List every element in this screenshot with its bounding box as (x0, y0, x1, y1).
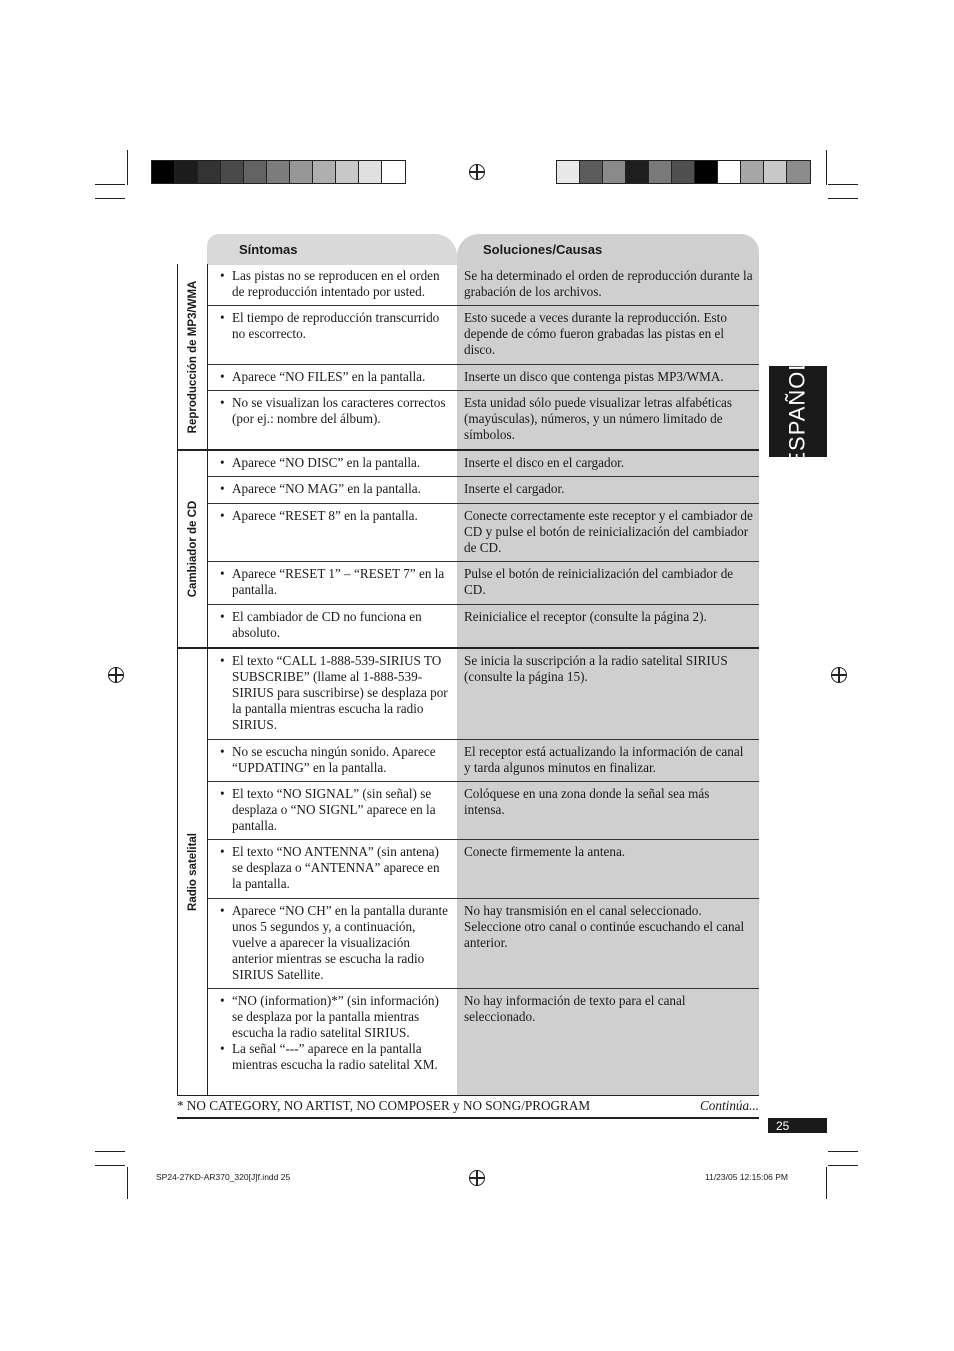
symptom-item (220, 786, 451, 834)
table-row (208, 365, 759, 391)
table-row (208, 451, 759, 477)
color-swatch (557, 161, 580, 183)
table-row (208, 605, 759, 647)
bullet-icon: • (220, 395, 225, 410)
color-swatch (221, 161, 244, 183)
symptom-item (220, 566, 451, 598)
color-swatch (603, 161, 626, 183)
symptom-item (220, 744, 451, 776)
symptom-item (220, 653, 451, 733)
bullet-icon: • (220, 609, 225, 624)
category-label: Radio satelital (186, 833, 199, 911)
crop-mark (127, 1167, 128, 1199)
solution-cell: Reinicialice el receptor (consulte la página 2). (457, 605, 759, 647)
bullet-icon: • (220, 903, 225, 918)
table-row (208, 989, 759, 1095)
symptom-cell (208, 899, 457, 988)
color-swatch (175, 161, 198, 183)
table-row (208, 306, 759, 365)
category-group (178, 264, 759, 451)
registration-mark-icon (108, 667, 124, 683)
solution-cell: Colóquese en una zona donde la señal sea más intensa. (457, 782, 759, 839)
symptom-item (220, 1041, 451, 1073)
page-number: 25 (768, 1118, 827, 1133)
symptom-cell (208, 504, 457, 561)
symptom-cell (208, 989, 457, 1095)
bullet-icon: • (220, 455, 225, 470)
symptom-item (220, 369, 451, 385)
crop-mark (828, 184, 858, 185)
color-bar-left (151, 160, 406, 184)
symptom-cell (208, 477, 457, 503)
footnote (177, 1098, 759, 1119)
color-swatch (336, 161, 359, 183)
color-swatch (695, 161, 718, 183)
symptom-text: Aparece “NO DISC” en la pantalla. (232, 455, 421, 470)
symptom-text: “NO (information)*” (sin información) se desplaza por la pantalla mientras escucha la radio satelital SIRIUS. (232, 993, 439, 1040)
symptom-item (220, 268, 451, 300)
symptom-text: Aparece “NO MAG” en la pantalla. (232, 481, 421, 496)
registration-mark-icon (469, 1170, 485, 1186)
solution-cell: No hay transmisión en el canal seleccionado. Seleccione otro canal o continúe escuchando el canal anterior. (457, 899, 759, 988)
bullet-icon: • (220, 508, 225, 523)
solution-cell: Inserte el disco en el cargador. (457, 451, 759, 476)
symptom-text: El cambiador de CD no funciona en absoluto. (232, 609, 422, 640)
crop-mark (127, 150, 128, 185)
crop-mark (828, 198, 858, 199)
bullet-icon: • (220, 844, 225, 859)
symptom-cell (208, 740, 457, 781)
table-row (208, 840, 759, 899)
bullet-icon: • (220, 369, 225, 384)
solution-cell: Inserte el cargador. (457, 477, 759, 503)
slug-filename: SP24-27KD-AR370_320[J]f.indd 25 (156, 1172, 291, 1182)
crop-mark (95, 198, 125, 199)
language-tab-label: ESPAÑOL (785, 356, 810, 467)
crop-mark (826, 150, 827, 185)
table-row (208, 477, 759, 504)
color-swatch (741, 161, 764, 183)
solution-cell: Conecte firmemente la antena. (457, 840, 759, 898)
symptom-text: No se escucha ningún sonido. Aparece “UPDATING” en la pantalla. (232, 744, 436, 775)
color-swatch (198, 161, 221, 183)
solution-cell: Pulse el botón de reinicialización del cambiador de CD. (457, 562, 759, 604)
color-bar-right (556, 160, 811, 184)
symptom-item (220, 609, 451, 641)
registration-mark-icon (469, 164, 485, 180)
symptom-item (220, 508, 451, 524)
color-swatch (244, 161, 267, 183)
symptom-text: Aparece “RESET 1” – “RESET 7” en la pantalla. (232, 566, 445, 597)
symptom-cell (208, 649, 457, 739)
crop-mark (828, 1151, 858, 1152)
bullet-icon: • (220, 653, 225, 668)
symptom-text: El texto “CALL 1-888-539-SIRIUS TO SUBSCRIBE” (llame al 1-888-539-SIRIUS para suscribirse) se desplaza por la pantalla mientras escucha la radio SIRIUS. (232, 653, 448, 732)
symptom-text: El texto “NO SIGNAL” (sin señal) se desplaza o “NO SIGNL” aparece en la pantalla. (232, 786, 436, 833)
table-row (208, 899, 759, 989)
color-swatch (580, 161, 603, 183)
category-label-cell (178, 649, 208, 1095)
bullet-icon: • (220, 268, 225, 283)
solutions-header: Soluciones/Causas (457, 234, 759, 265)
bullet-icon: • (220, 786, 225, 801)
color-swatch (313, 161, 336, 183)
symptom-cell (208, 365, 457, 390)
color-swatch (649, 161, 672, 183)
crop-mark (95, 1151, 125, 1152)
crop-mark (95, 1165, 125, 1166)
solution-cell: Inserte un disco que contenga pistas MP3/WMA. (457, 365, 759, 390)
color-swatch (152, 161, 175, 183)
solution-cell: Se ha determinado el orden de reproducción durante la grabación de los archivos. (457, 264, 759, 305)
symptom-cell (208, 264, 457, 305)
table-row (208, 782, 759, 840)
footnote-text: * NO CATEGORY, NO ARTIST, NO COMPOSER y NO SONG/PROGRAM (177, 1098, 591, 1113)
bullet-icon: • (220, 310, 225, 325)
registration-mark-icon (831, 667, 847, 683)
symptom-item (220, 395, 451, 427)
category-label-cell (178, 451, 208, 647)
symptom-text: Aparece “NO FILES” en la pantalla. (232, 369, 426, 384)
symptom-text: Aparece “RESET 8” en la pantalla. (232, 508, 418, 523)
symptom-item (220, 844, 451, 892)
symptom-item (220, 310, 451, 342)
solution-cell: Conecte correctamente este receptor y el cambiador de CD y pulse el botón de reinicialización del cambiador de CD. (457, 504, 759, 561)
bullet-icon: • (220, 744, 225, 759)
symptom-item (220, 481, 451, 497)
table-row (208, 391, 759, 449)
table-row (208, 504, 759, 562)
color-swatch (626, 161, 649, 183)
symptom-cell (208, 840, 457, 898)
crop-mark (95, 184, 125, 185)
category-label: Cambiador de CD (186, 500, 199, 598)
symptom-cell (208, 451, 457, 476)
color-swatch (764, 161, 787, 183)
symptom-text: Aparece “NO CH” en la pantalla durante unos 5 segundos y, a continuación, vuelve a aparecer la visualización anterior mientras se escucha la radio SIRIUS Satellite. (232, 903, 449, 982)
solution-cell: Esta unidad sólo puede visualizar letras alfabéticas (mayúsculas), números, y un número limitado de símbolos. (457, 391, 759, 449)
table-row (208, 264, 759, 306)
bullet-icon: • (220, 481, 225, 496)
symptom-item (220, 455, 451, 471)
category-label-cell (178, 264, 208, 449)
crop-mark (828, 1165, 858, 1166)
color-swatch (359, 161, 382, 183)
language-tab (769, 356, 827, 467)
symptom-cell (208, 306, 457, 364)
category-label: Reproducción de MP3/WMA (186, 280, 199, 433)
table-row (208, 740, 759, 782)
symptom-cell (208, 391, 457, 449)
solution-cell: El receptor está actualizando la información de canal y tarda algunos minutos en finalizar. (457, 740, 759, 781)
symptom-text: El texto “NO ANTENNA” (sin antena) se desplaza o “ANTENNA” aparece en la pantalla. (232, 844, 440, 891)
color-swatch (718, 161, 741, 183)
bullet-icon: • (220, 566, 225, 581)
symptom-item (220, 993, 451, 1041)
crop-mark (826, 1167, 827, 1199)
troubleshooting-table (177, 264, 759, 1096)
symptom-cell (208, 782, 457, 839)
bullet-icon: • (220, 1041, 225, 1056)
continues-label: Continúa... (700, 1098, 759, 1113)
symptom-item (220, 903, 451, 983)
symptom-cell (208, 562, 457, 604)
solution-cell: No hay información de texto para el canal seleccionado. (457, 989, 759, 1095)
symptom-cell (208, 605, 457, 647)
symptoms-header: Síntomas (207, 234, 457, 265)
solution-cell: Esto sucede a veces durante la reproducción. Esto depende de cómo fueron grabadas las pistas en el disco. (457, 306, 759, 364)
color-swatch (290, 161, 313, 183)
color-swatch (382, 161, 405, 183)
symptom-text: Las pistas no se reproducen en el orden de reproducción intentado por usted. (232, 268, 440, 299)
solution-cell: Se inicia la suscripción a la radio satelital SIRIUS (consulte la página 15). (457, 649, 759, 739)
color-swatch (672, 161, 695, 183)
table-row (208, 649, 759, 740)
table-row (208, 562, 759, 605)
category-group (178, 649, 759, 1095)
category-group (178, 451, 759, 649)
symptom-text: El tiempo de reproducción transcurrido no escorrecto. (232, 310, 440, 341)
slug-timestamp: 11/23/05 12:15:06 PM (705, 1172, 789, 1182)
symptom-text: La señal “---” aparece en la pantalla mientras escucha la radio satelital XM. (232, 1041, 438, 1072)
color-swatch (267, 161, 290, 183)
color-swatch (787, 161, 810, 183)
bullet-icon: • (220, 993, 225, 1008)
symptom-text: No se visualizan los caracteres correctos (por ej.: nombre del álbum). (232, 395, 446, 426)
